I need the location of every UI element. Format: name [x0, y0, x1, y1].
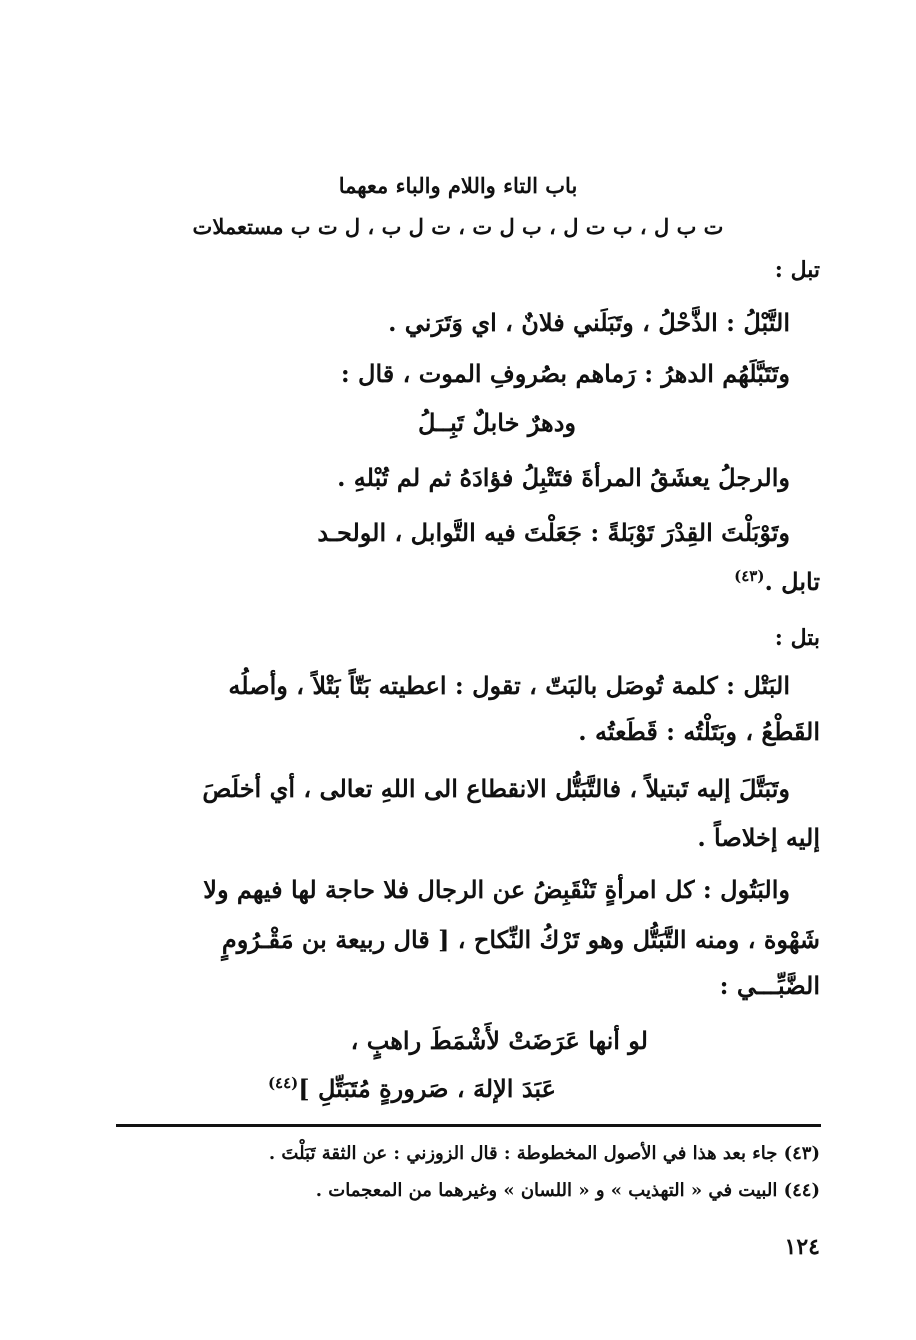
entry-text: تابل .	[764, 567, 820, 596]
footnote: (٤٤) البيت في « التهذيب » و « اللسان » وغيرهما من المعجمات .	[315, 1180, 820, 1201]
footnote-divider	[116, 1124, 821, 1127]
entry-headword: بتل :	[774, 625, 820, 651]
entry-text-line: التَّبْلُ : الذَّحْلُ ، وتَبَلَني فلانٌ ، اي وَتَرَني .	[388, 308, 790, 337]
footnote-reference: (٤٣)	[734, 567, 765, 585]
page-number: ١٢٤	[784, 1234, 820, 1260]
entry-text-line: والبَتُول : كل امرأةٍ تَنْقَبِضُ عن الرجال فلا حاجة لها فيهم ولا	[203, 875, 790, 904]
entry-text-line: القَطْعُ ، وبَتَلْتُه : قَطَعتُه .	[578, 717, 820, 746]
entry-text-line: وتَبَتَّلَ إليه تَبتيلاً ، فالتَّبَتُّل الانقطاع الى اللهِ تعالى ، أي أخلَصَ	[202, 774, 790, 803]
entry-text-line: والرجلُ يعشَقُ المرأةَ فتَتْبِلُ فؤادَهُ ثم لم تُبْلهِ .	[337, 463, 790, 492]
entry-text-line: وتَتَبَّلَهُم الدهرُ : رَماهم بصُروفِ الموت ، قال :	[340, 359, 790, 388]
verse-line: لو أنها عَرَضَتْ لأَشْمَطَ راهبٍ ،	[350, 1026, 648, 1055]
verse-text: عَبَدَ الإلهَ ، صَرورةٍ مُتَبَتِّلِ ]	[298, 1074, 556, 1103]
entry-text-line: شَهْوة ، ومنه التَّبَتُّل وهو تَرْكُ النِّكاح ، [ قال ربيعة بن مَقْـرُومٍ	[221, 925, 820, 954]
entry-text-line: وتَوْبَلْتَ القِدْرَ تَوْبَلةً : جَعَلْتَ فيه التَّوابل ، الولحـد	[317, 518, 790, 547]
verse-line: ودهرٌ خابلٌ تَبِــلُ	[417, 408, 576, 437]
entry-text-line: البَتْل : كلمة تُوصَل بالبَتّ ، تقول : اعطيته بَتّاً بَتْلاً ، وأصلُه	[228, 671, 790, 700]
footnote: (٤٣) جاء بعد هذا في الأصول المخطوطة : قال الزوزني : عن الثقة تَبَلْتَ .	[268, 1143, 820, 1164]
entry-text-line: إليه إخلاصاً .	[697, 823, 820, 852]
chapter-subtitle: ت ب ل ، ب ت ل ، ب ل ت ، ت ل ب ، ل ت ب مستعملات	[192, 214, 724, 239]
footnote-reference: (٤٤)	[267, 1074, 299, 1092]
chapter-title: باب التاء واللام والباء معهما	[338, 173, 578, 198]
verse-line	[268, 1073, 556, 1105]
entry-text-line: الضَّبِّـــي :	[719, 971, 820, 1000]
entry-text-line	[734, 566, 820, 598]
entry-headword: تبل :	[774, 257, 820, 283]
